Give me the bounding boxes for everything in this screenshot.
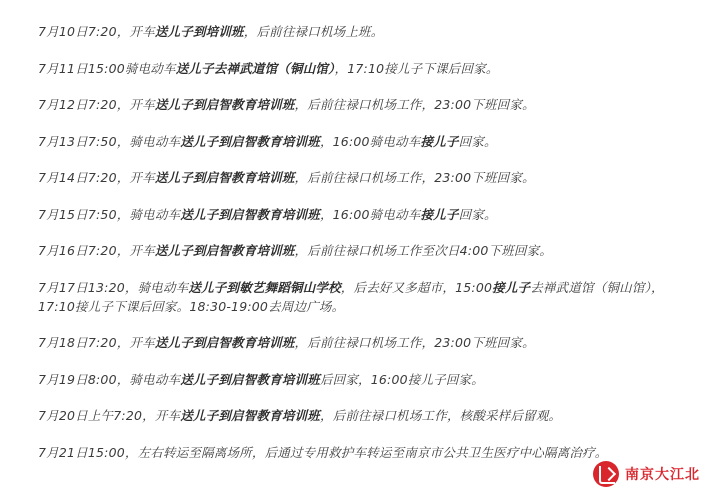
timeline-entry (38, 95, 682, 114)
entry-text: ，后前往禄口机场工作，核酸采样后留观。 (319, 408, 562, 423)
entry-text: 7月13日7:50，骑电动车 (38, 133, 181, 149)
publisher-signature (593, 461, 700, 487)
entry-text: 7月12日7:20，开车 (38, 97, 155, 112)
entry-text: ，16:00骑电动车 (319, 206, 421, 222)
entry-text: 去禅武道馆（铜山馆），17:10接儿子下课后回家。18:30-19:00去周边广场。 (38, 279, 664, 314)
entry-text: 回家。 (458, 133, 497, 149)
entry-text: ，后前往禄口机场工作至次日4:00下班回家。 (294, 243, 553, 258)
entry-text: 7月10日7:20，开车 (38, 24, 155, 39)
entry-text: 7月21日15:00，左右转运至隔离场所，后通过专用救护车转运至南京市公共卫生医疗中心隔离治疗。 (38, 444, 608, 460)
entry-text: 回家。 (458, 206, 497, 222)
entry-highlight-text: 接儿子 (492, 279, 531, 295)
entry-highlight-text: 送儿子到启智教育培训班 (180, 408, 320, 423)
entry-highlight-text: 送儿子到启智教育培训班 (180, 371, 320, 387)
entry-text: ，17:10接儿子下课后回家。 (334, 60, 499, 76)
entry-highlight-text: 接儿子 (420, 133, 459, 149)
entry-highlight-text: 送儿子到培训班 (154, 24, 244, 39)
entry-text: 7月17日13:20，骑电动车 (38, 279, 189, 295)
timeline-entry (38, 168, 682, 187)
entry-text: 7月18日7:20，开车 (38, 335, 155, 350)
entry-highlight-text: 送儿子去禅武道馆（铜山馆） (175, 60, 335, 76)
entry-text: ，后前往禄口机场工作，23:00下班回家。 (294, 335, 535, 350)
entry-text: 7月20日上午7:20，开车 (38, 408, 181, 423)
entry-highlight-text: 接儿子 (420, 206, 459, 222)
timeline-entry (38, 22, 682, 41)
timeline-entry (38, 443, 682, 462)
arrow-circle-icon (593, 461, 619, 487)
entry-text: ，后前往禄口机场上班。 (243, 24, 384, 39)
entry-highlight-text: 送儿子到启智教育培训班 (154, 243, 295, 258)
entry-text: 后回家，16:00接儿子回家。 (319, 371, 484, 387)
timeline-entry (38, 406, 682, 425)
entry-text: ，后去好又多超市，15:00 (340, 279, 493, 295)
entry-highlight-text: 送儿子到敏艺舞蹈铜山学校 (188, 279, 341, 295)
publisher-name: 南京大江北 (625, 467, 700, 483)
entry-text: ，后前往禄口机场工作，23:00下班回家。 (294, 97, 535, 112)
entry-highlight-text: 送儿子到启智教育培训班 (154, 97, 295, 112)
timeline-entry (38, 132, 682, 151)
timeline-entry (38, 205, 682, 224)
entry-text: 7月19日8:00，骑电动车 (38, 371, 181, 387)
timeline-entry (38, 241, 682, 260)
entry-highlight-text: 送儿子到启智教育培训班 (180, 206, 320, 222)
timeline-entry (38, 278, 682, 316)
timeline-entry (38, 370, 682, 389)
entry-text: 7月14日7:20，开车 (38, 170, 155, 185)
entry-text: 7月15日7:50，骑电动车 (38, 206, 181, 222)
entry-highlight-text: 送儿子到启智教育培训班 (154, 335, 295, 350)
entry-text: ，16:00骑电动车 (319, 133, 421, 149)
entry-text: ，后前往禄口机场工作，23:00下班回家。 (294, 170, 535, 185)
timeline-entry (38, 59, 682, 78)
entry-text: 7月16日7:20，开车 (38, 243, 155, 258)
entry-text: 7月11日15:00骑电动车 (38, 60, 176, 76)
timeline-entry (38, 333, 682, 352)
entry-highlight-text: 送儿子到启智教育培训班 (154, 170, 295, 185)
entry-highlight-text: 送儿子到启智教育培训班 (180, 133, 320, 149)
